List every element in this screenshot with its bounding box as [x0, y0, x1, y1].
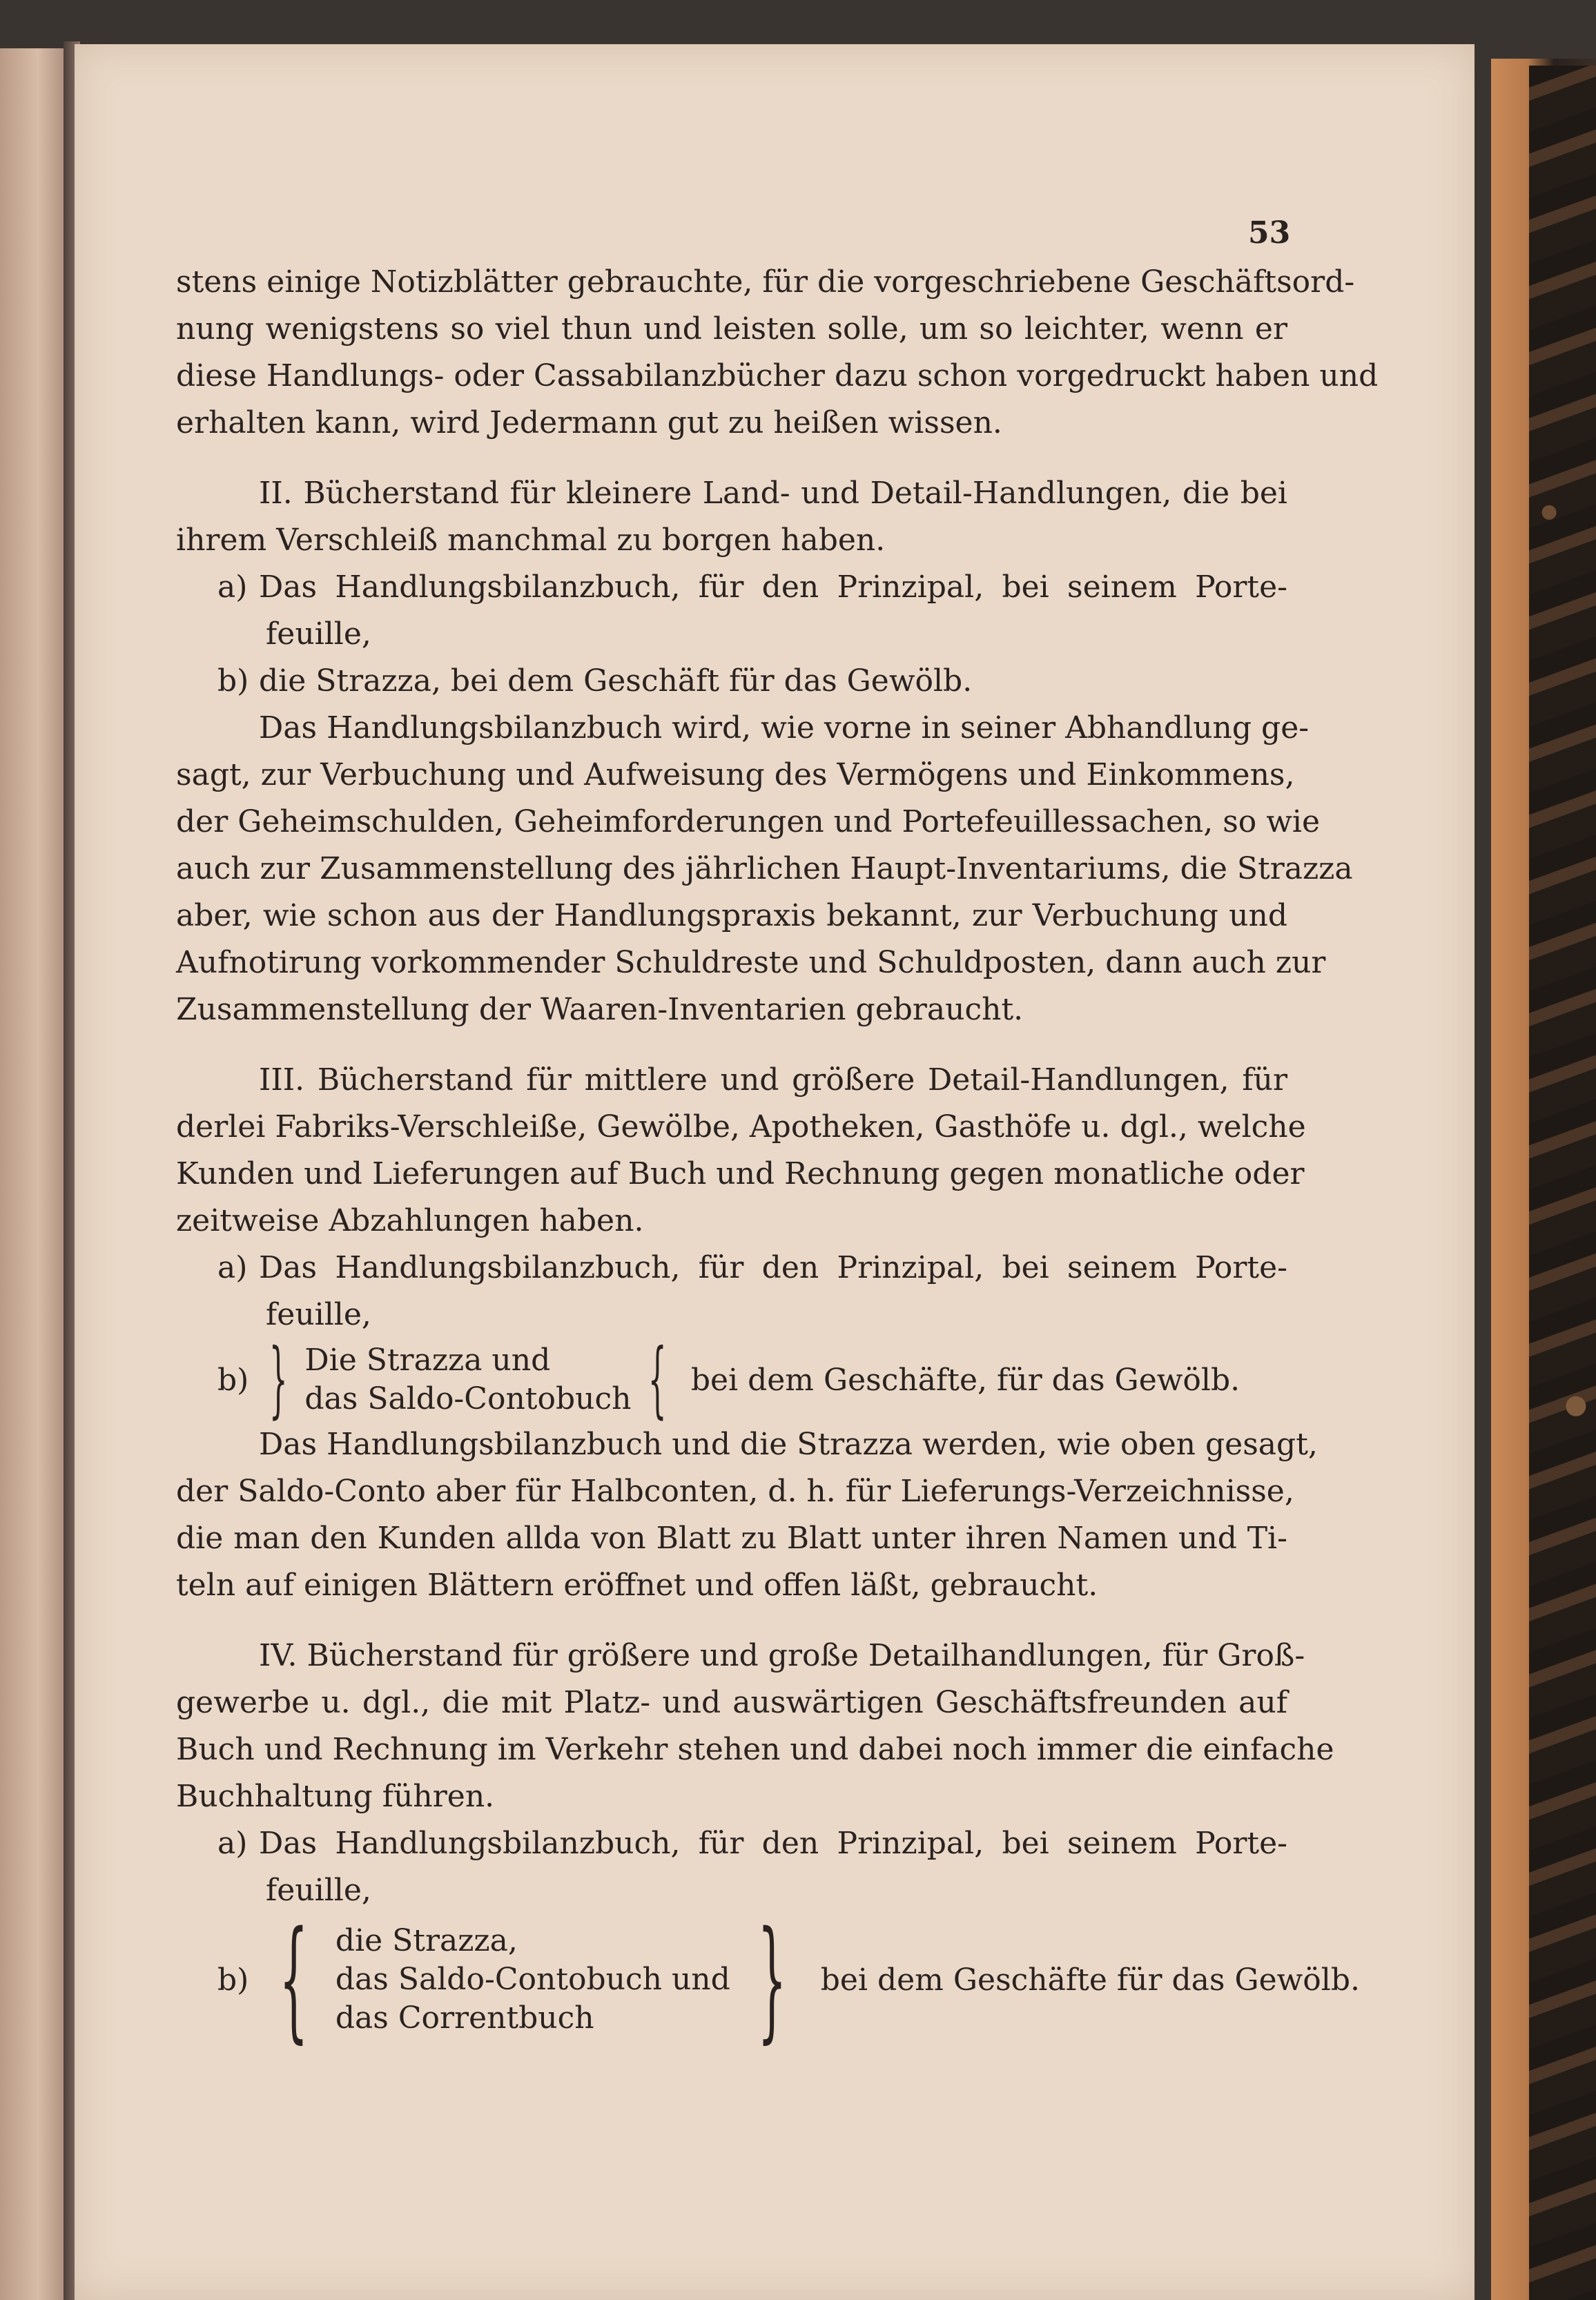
- text-line: aber, wie schon aus der Handlungspraxis bekannt, zur Verbuchung und: [176, 898, 1287, 933]
- book-entry: das Saldo-Contobuch: [304, 1381, 632, 1416]
- item-text-continued: feuille,: [266, 1297, 371, 1332]
- item-text: Das Handlungsbilanzbuch, für den Prinzipal, bei seinem Porte-: [259, 569, 1287, 605]
- text-line: sagt, zur Verbuchung und Aufweisung des Vermögens und Einkommens,: [176, 757, 1295, 792]
- section-heading-line: Buch und Rechnung im Verkehr stehen und dabei noch immer die einfache: [176, 1732, 1334, 1767]
- book-list: [335, 1922, 730, 2038]
- item-label: b): [217, 1362, 249, 1398]
- item-text: Das Handlungsbilanzbuch, für den Prinzipal, bei seinem Porte-: [259, 1826, 1287, 1861]
- list-item-b: [176, 1332, 1287, 1427]
- text-line: teln auf einigen Blättern eröffnet und offen läßt, gebraucht.: [176, 1568, 1098, 1603]
- book-entry: Die Strazza und: [304, 1343, 551, 1378]
- item-text-continued: feuille,: [266, 616, 371, 652]
- text-line: Das Handlungsbilanzbuch wird, wie vorne in seiner Abhandlung ge-: [259, 710, 1310, 745]
- left-brace: {: [279, 1903, 309, 2056]
- book-entry: das Correntbuch: [335, 2000, 594, 2036]
- text-line: stens einige Notizblätter gebrauchte, für die vorgeschriebene Geschäftsord-: [176, 264, 1355, 300]
- section-heading-line: gewerbe u. dgl., die mit Platz- und auswärtigen Geschäftsfreunden auf: [176, 1685, 1287, 1720]
- item-label: b): [217, 663, 249, 699]
- text-line: auch zur Zusammenstellung des jährlichen Haupt-Inventariums, die Strazza: [176, 851, 1353, 886]
- page-text: [176, 259, 1379, 2056]
- marbled-cover: [1529, 66, 1596, 2300]
- list-item-b: [176, 1903, 1361, 2056]
- book-entry: die Strazza,: [335, 1923, 518, 1958]
- list-item-a: [176, 1820, 1287, 1867]
- list-item-a: [176, 1245, 1287, 1292]
- text-line: Das Handlungsbilanzbuch und die Strazza werden, wie oben gesagt,: [259, 1427, 1318, 1462]
- section-heading-line: Buchhaltung führen.: [176, 1779, 495, 1814]
- right-brace: }: [757, 1903, 787, 2056]
- text-line: erhalten kann, wird Jedermann gut zu heißen wissen.: [176, 405, 1002, 440]
- item-label: a): [217, 569, 248, 605]
- page-number: 53: [1248, 215, 1291, 251]
- list-item-a: [176, 564, 1287, 611]
- section-heading-line: ihrem Verschleiß manchmal zu borgen haben.: [176, 523, 886, 558]
- text-line: nung wenigstens so viel thun und leisten solle, um so leichter, wenn er: [176, 311, 1287, 347]
- section-iii: [176, 1057, 1318, 1609]
- book-list: [304, 1341, 631, 1419]
- item-text: die Strazza, bei dem Geschäft für das Gewölb.: [259, 663, 973, 699]
- intro-paragraph: [176, 259, 1379, 447]
- left-brace: }: [269, 1332, 288, 1427]
- section-heading-line: II. Bücherstand für kleinere Land- und Detail-Handlungen, die bei: [259, 476, 1287, 511]
- section-heading-line: derlei Fabriks-Verschleiße, Gewölbe, Apotheken, Gasthöfe u. dgl., welche: [176, 1109, 1306, 1144]
- section-iv: [176, 1633, 1361, 2056]
- text-line: Aufnotirung vorkommender Schuldreste und Schuldposten, dann auch zur: [176, 945, 1326, 980]
- text-line: diese Handlungs- oder Cassabilanzbücher dazu schon vorgedruckt haben und: [176, 358, 1379, 393]
- list-item-b: [176, 658, 1287, 705]
- item-label: a): [217, 1250, 248, 1285]
- item-label: b): [217, 1962, 249, 1998]
- section-ii: [176, 470, 1353, 1033]
- book-entry: das Saldo-Contobuch und: [335, 1962, 730, 1997]
- section-heading-line: zeitweise Abzahlungen haben.: [176, 1203, 644, 1238]
- item-text: bei dem Geschäfte, für das Gewölb.: [690, 1362, 1240, 1398]
- text-line: die man den Kunden allda von Blatt zu Blatt unter ihren Namen und Ti-: [176, 1521, 1287, 1556]
- right-brace: {: [648, 1332, 667, 1427]
- item-text: Das Handlungsbilanzbuch, für den Prinzipal, bei seinem Porte-: [259, 1250, 1287, 1285]
- text-line: der Geheimschulden, Geheimforderungen und Portefeuillessachen, so wie: [176, 804, 1321, 839]
- item-text: bei dem Geschäfte für das Gewölb.: [820, 1962, 1361, 1998]
- item-label: a): [217, 1826, 248, 1861]
- section-heading-line: IV. Bücherstand für größere und große Detailhandlungen, für Groß-: [259, 1638, 1305, 1673]
- section-heading-line: III. Bücherstand für mittlere und größere Detail-Handlungen, für: [259, 1062, 1287, 1098]
- left-page-edge: [0, 48, 69, 2300]
- text-line: der Saldo-Conto aber für Halbconten, d. h. für Lieferungs-Verzeichnisse,: [176, 1474, 1294, 1509]
- item-text-continued: feuille,: [266, 1873, 371, 1908]
- text-line: Zusammenstellung der Waaren-Inventarien gebraucht.: [176, 992, 1024, 1027]
- section-heading-line: Kunden und Lieferungen auf Buch und Rechnung gegen monatliche oder: [176, 1156, 1305, 1191]
